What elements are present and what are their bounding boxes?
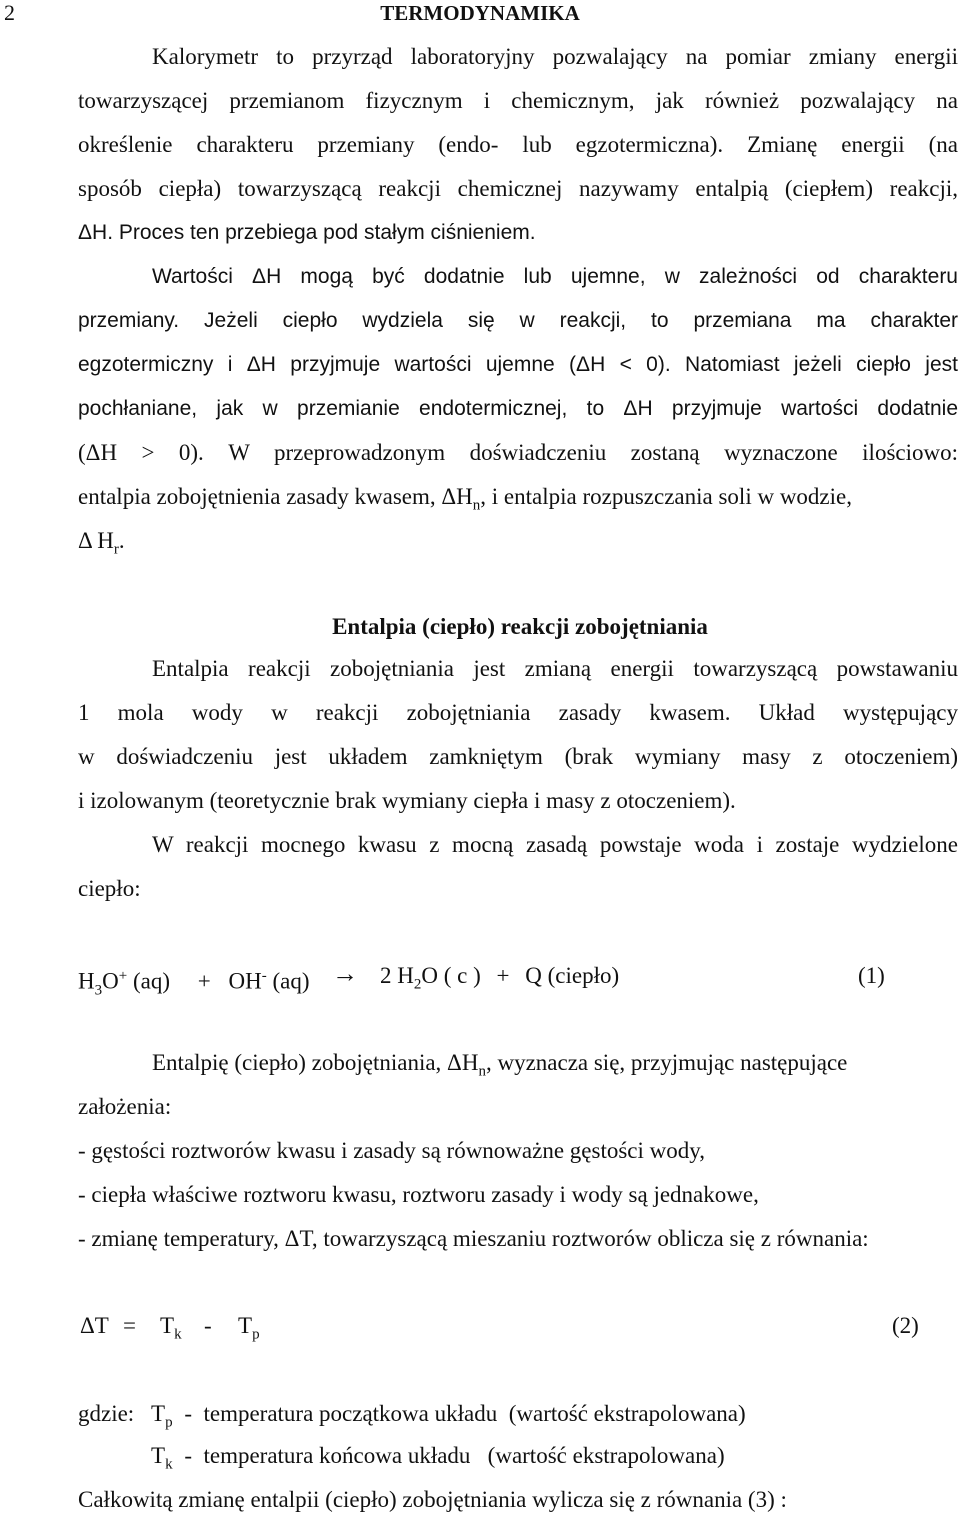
para4-line-1: W reakcji mocnego kwasu z mocną zasadą powstaje woda i zostaje wydzielone (152, 832, 958, 857)
equation-2-minus: - (204, 1313, 212, 1338)
para2-line-7: Δ $H_r$. (78, 528, 125, 558)
para4-line-2: ciepło: (78, 876, 141, 901)
where-tk: $T_k$ - temperatura końcowa układu (wartość ekstrapolowana) (151, 1443, 725, 1473)
para2-line-5: (ΔH > 0). W przeprowadzonym doświadczeniu zostaną wyznaczone ilościowo: (78, 440, 958, 465)
equation-1-number: (1) (858, 963, 885, 988)
para2-line-6-start: entalpia zobojętnienia zasady kwasem, $\Delta H_n$, i entalpia rozpuszczania soli w wodzie, (78, 484, 852, 514)
para5-line-2: założenia: (78, 1094, 172, 1119)
page-number: 2 (4, 0, 15, 25)
final-line: Całkowitą zmianę entalpii (ciepło) zobojętniania wylicza się z równania (3) : (78, 1487, 787, 1512)
section-title: Entalpia (ciepło) reakcji zobojętniania (332, 614, 708, 639)
para2-line-4: pochłaniane, jak w przemianie endotermicznej, to ΔH przyjmuje wartości dodatnie (78, 397, 958, 420)
equation-2-equals: = (123, 1313, 136, 1338)
intro-line-1: Kalorymetr to przyrząd laboratoryjny pozwalający na pomiar zmiany energii (152, 44, 958, 69)
equation-2-lhs: ΔT (80, 1313, 109, 1338)
para2-line-6 (78, 482, 958, 521)
equation-2-tp: $T_p$ (238, 1313, 260, 1343)
para3-line-2: 1 mola wody w reakcji zobojętniania zasady kwasem. Układ występujący (78, 700, 958, 725)
equation-2-tk: $T_k$ (160, 1313, 182, 1343)
page-header: TERMODYNAMIKA (380, 1, 580, 25)
assumption-3: - zmianę temperatury, ΔT, towarzyszącą mieszaniu roztworów oblicza się z równania: (78, 1226, 869, 1251)
para2-line-3: egzotermiczny i ΔH przyjmuje wartości ujemne (ΔH < 0). Natomiast jeżeli ciepło jest (78, 353, 958, 376)
assumption-1: - gęstości roztworów kwasu i zasady są równoważne gęstości wody, (78, 1138, 706, 1163)
intro-line-4: sposób ciepła) towarzyszącą reakcji chemicznej nazywamy entalpią (ciepłem) reakcji, (78, 176, 958, 201)
para2-line-2: przemiany. Jeżeli ciepło wydziela się w reakcji, to przemiana ma charakter (78, 309, 958, 332)
assumption-2: - ciepła właściwe roztworu kwasu, roztworu zasady i wody są jednakowe, (78, 1182, 759, 1207)
equation-1-products: 2 $H_2O$ ( c ) + Q (ciepło) (380, 963, 620, 993)
para2-line-1: Wartości ΔH mogą być dodatnie lub ujemne, w zależności od charakteru (152, 265, 958, 288)
where-label: gdzie: (78, 1401, 135, 1426)
para5-line-1: Entalpię (ciepło) zobojętniania, $\Delta H_n$, wyznacza się, przyjmując następujące (152, 1050, 848, 1080)
equation-1-reactants: $H_3O^+$ (aq) + OH- (aq) (78, 968, 310, 999)
intro-line-3: określenie charakteru przemiany (endo- lub egzotermiczna). Zmianę energii (na (78, 132, 958, 157)
intro-line-2: towarzyszącej przemianom fizycznym i chemicznym, jak również pozwalający na (78, 88, 958, 113)
para3-line-3: w doświadczeniu jest układem zamkniętym (brak wymiany masy z otoczeniem) (78, 744, 958, 769)
equation-2-number: (2) (892, 1313, 919, 1338)
where-tp: $T_p$ - temperatura początkowa układu (wartość ekstrapolowana) (151, 1401, 746, 1431)
para3-line-4: i izolowanym (teoretycznie brak wymiany ciepła i masy z otoczeniem). (78, 788, 736, 813)
para3-line-1: Entalpia reakcji zobojętniania jest zmianą energii towarzyszącą powstawaniu (152, 656, 958, 681)
reaction-arrow: → (332, 959, 358, 988)
intro-line-5: ΔH. Proces ten przebiega pod stałym ciśnieniem. (78, 221, 536, 244)
